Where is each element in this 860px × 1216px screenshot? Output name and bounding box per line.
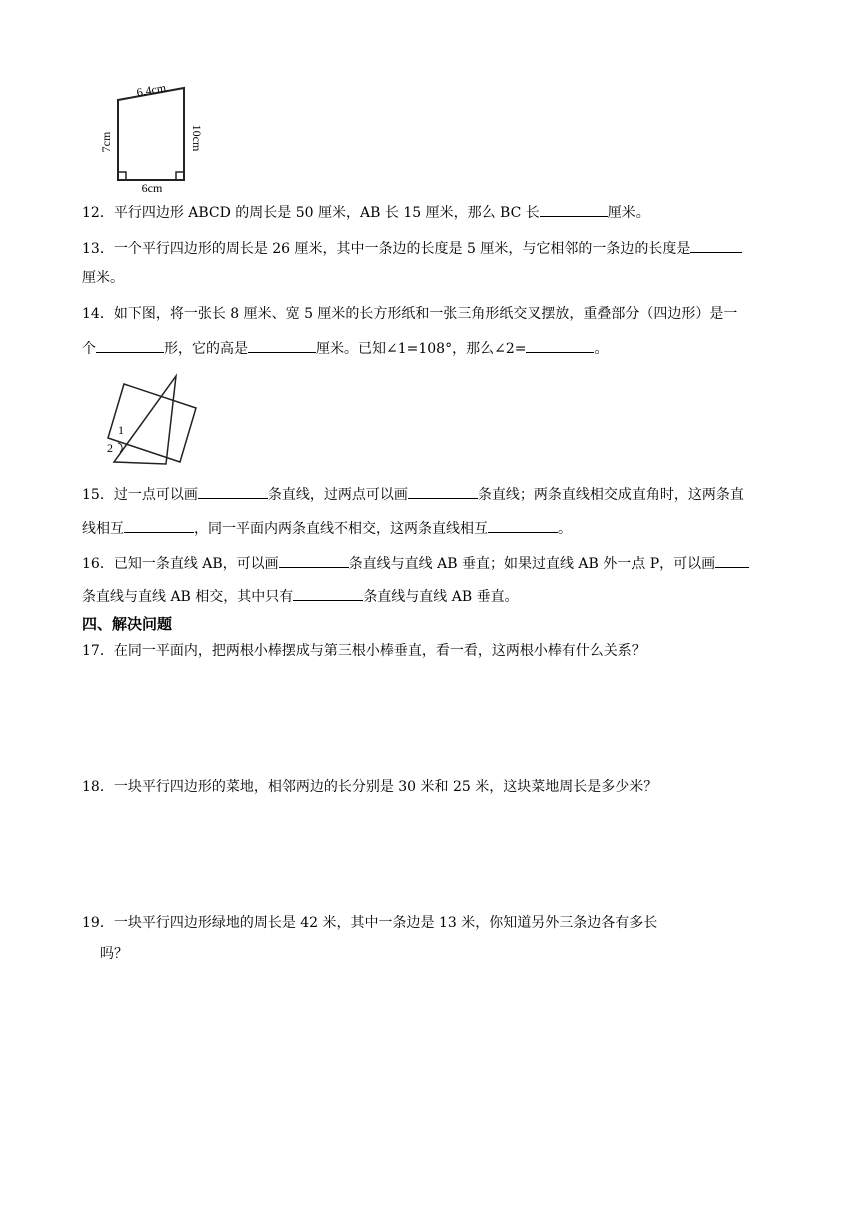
question-13-cont: 厘米。 bbox=[82, 270, 124, 286]
question-18: 18．一块平行四边形的菜地，相邻两边的长分别是 30 米和 25 米，这块菜地周长是多少米？ bbox=[82, 779, 658, 795]
answer-blank[interactable] bbox=[540, 202, 608, 217]
answer-blank[interactable] bbox=[715, 553, 749, 568]
question-15: 15．过一点可以画 条直线，过两点可以画 条直线；两条直线相交成直角时，这两条直 bbox=[82, 484, 744, 505]
answer-blank[interactable] bbox=[248, 338, 316, 353]
trapezoid-figure bbox=[96, 80, 208, 196]
answer-blank[interactable] bbox=[279, 553, 349, 568]
answer-blank[interactable] bbox=[124, 518, 194, 533]
trapezoid-right-label: 10cm bbox=[190, 124, 204, 152]
answer-blank[interactable] bbox=[198, 484, 268, 499]
trapezoid-top-label: 6.4cm bbox=[135, 80, 168, 100]
question-16-cont: 条直线与直线 AB 相交，其中只有 条直线与直线 AB 垂直。 bbox=[82, 586, 519, 607]
section-4-heading: 四、解决问题 bbox=[82, 615, 173, 633]
answer-area-17[interactable] bbox=[82, 666, 810, 766]
trapezoid-left-label: 7cm bbox=[99, 131, 113, 153]
question-19-cont: 吗？ bbox=[100, 946, 128, 962]
question-12: 12．平行四边形 ABCD 的周长是 50 厘米，AB 长 15 厘米，那么 BC 长 厘米。 bbox=[82, 202, 650, 223]
question-15-cont: 线相互 ，同一平面内两条直线不相交，这两条直线相互 。 bbox=[82, 518, 572, 539]
answer-blank[interactable] bbox=[526, 338, 594, 353]
angle-1-label: 1 bbox=[118, 423, 124, 437]
answer-blank[interactable] bbox=[96, 338, 164, 353]
question-16: 16．已知一条直线 AB，可以画 条直线与直线 AB 垂直；如果过直线 AB 外一点 P，可以画 bbox=[82, 553, 749, 574]
trapezoid-bottom-label: 6cm bbox=[141, 181, 163, 195]
answer-blank[interactable] bbox=[293, 586, 363, 601]
answer-blank[interactable] bbox=[408, 484, 478, 499]
question-13: 13．一个平行四边形的周长是 26 厘米，其中一条边的长度是 5 厘米，与它相邻的一条边的长度是 bbox=[82, 238, 742, 259]
overlap-figure bbox=[100, 372, 204, 468]
answer-area-18[interactable] bbox=[82, 802, 810, 902]
answer-blank[interactable] bbox=[690, 238, 742, 253]
question-14-cont: 个 形，它的高是 厘米。已知∠1=108°，那么∠2= 。 bbox=[82, 338, 608, 359]
answer-blank[interactable] bbox=[488, 518, 558, 533]
angle-2-label: 2 bbox=[107, 441, 113, 455]
answer-area-19[interactable] bbox=[82, 972, 810, 1172]
question-14: 14．如下图，将一张长 8 厘米、宽 5 厘米的长方形纸和一张三角形纸交叉摆放，重叠部分（四边形）是一 bbox=[82, 306, 738, 322]
question-17: 17．在同一平面内，把两根小棒摆成与第三根小棒垂直，看一看，这两根小棒有什么关系？ bbox=[82, 643, 646, 659]
question-19: 19．一块平行四边形绿地的周长是 42 米，其中一条边是 13 米，你知道另外三条边各有多长 bbox=[82, 915, 658, 931]
